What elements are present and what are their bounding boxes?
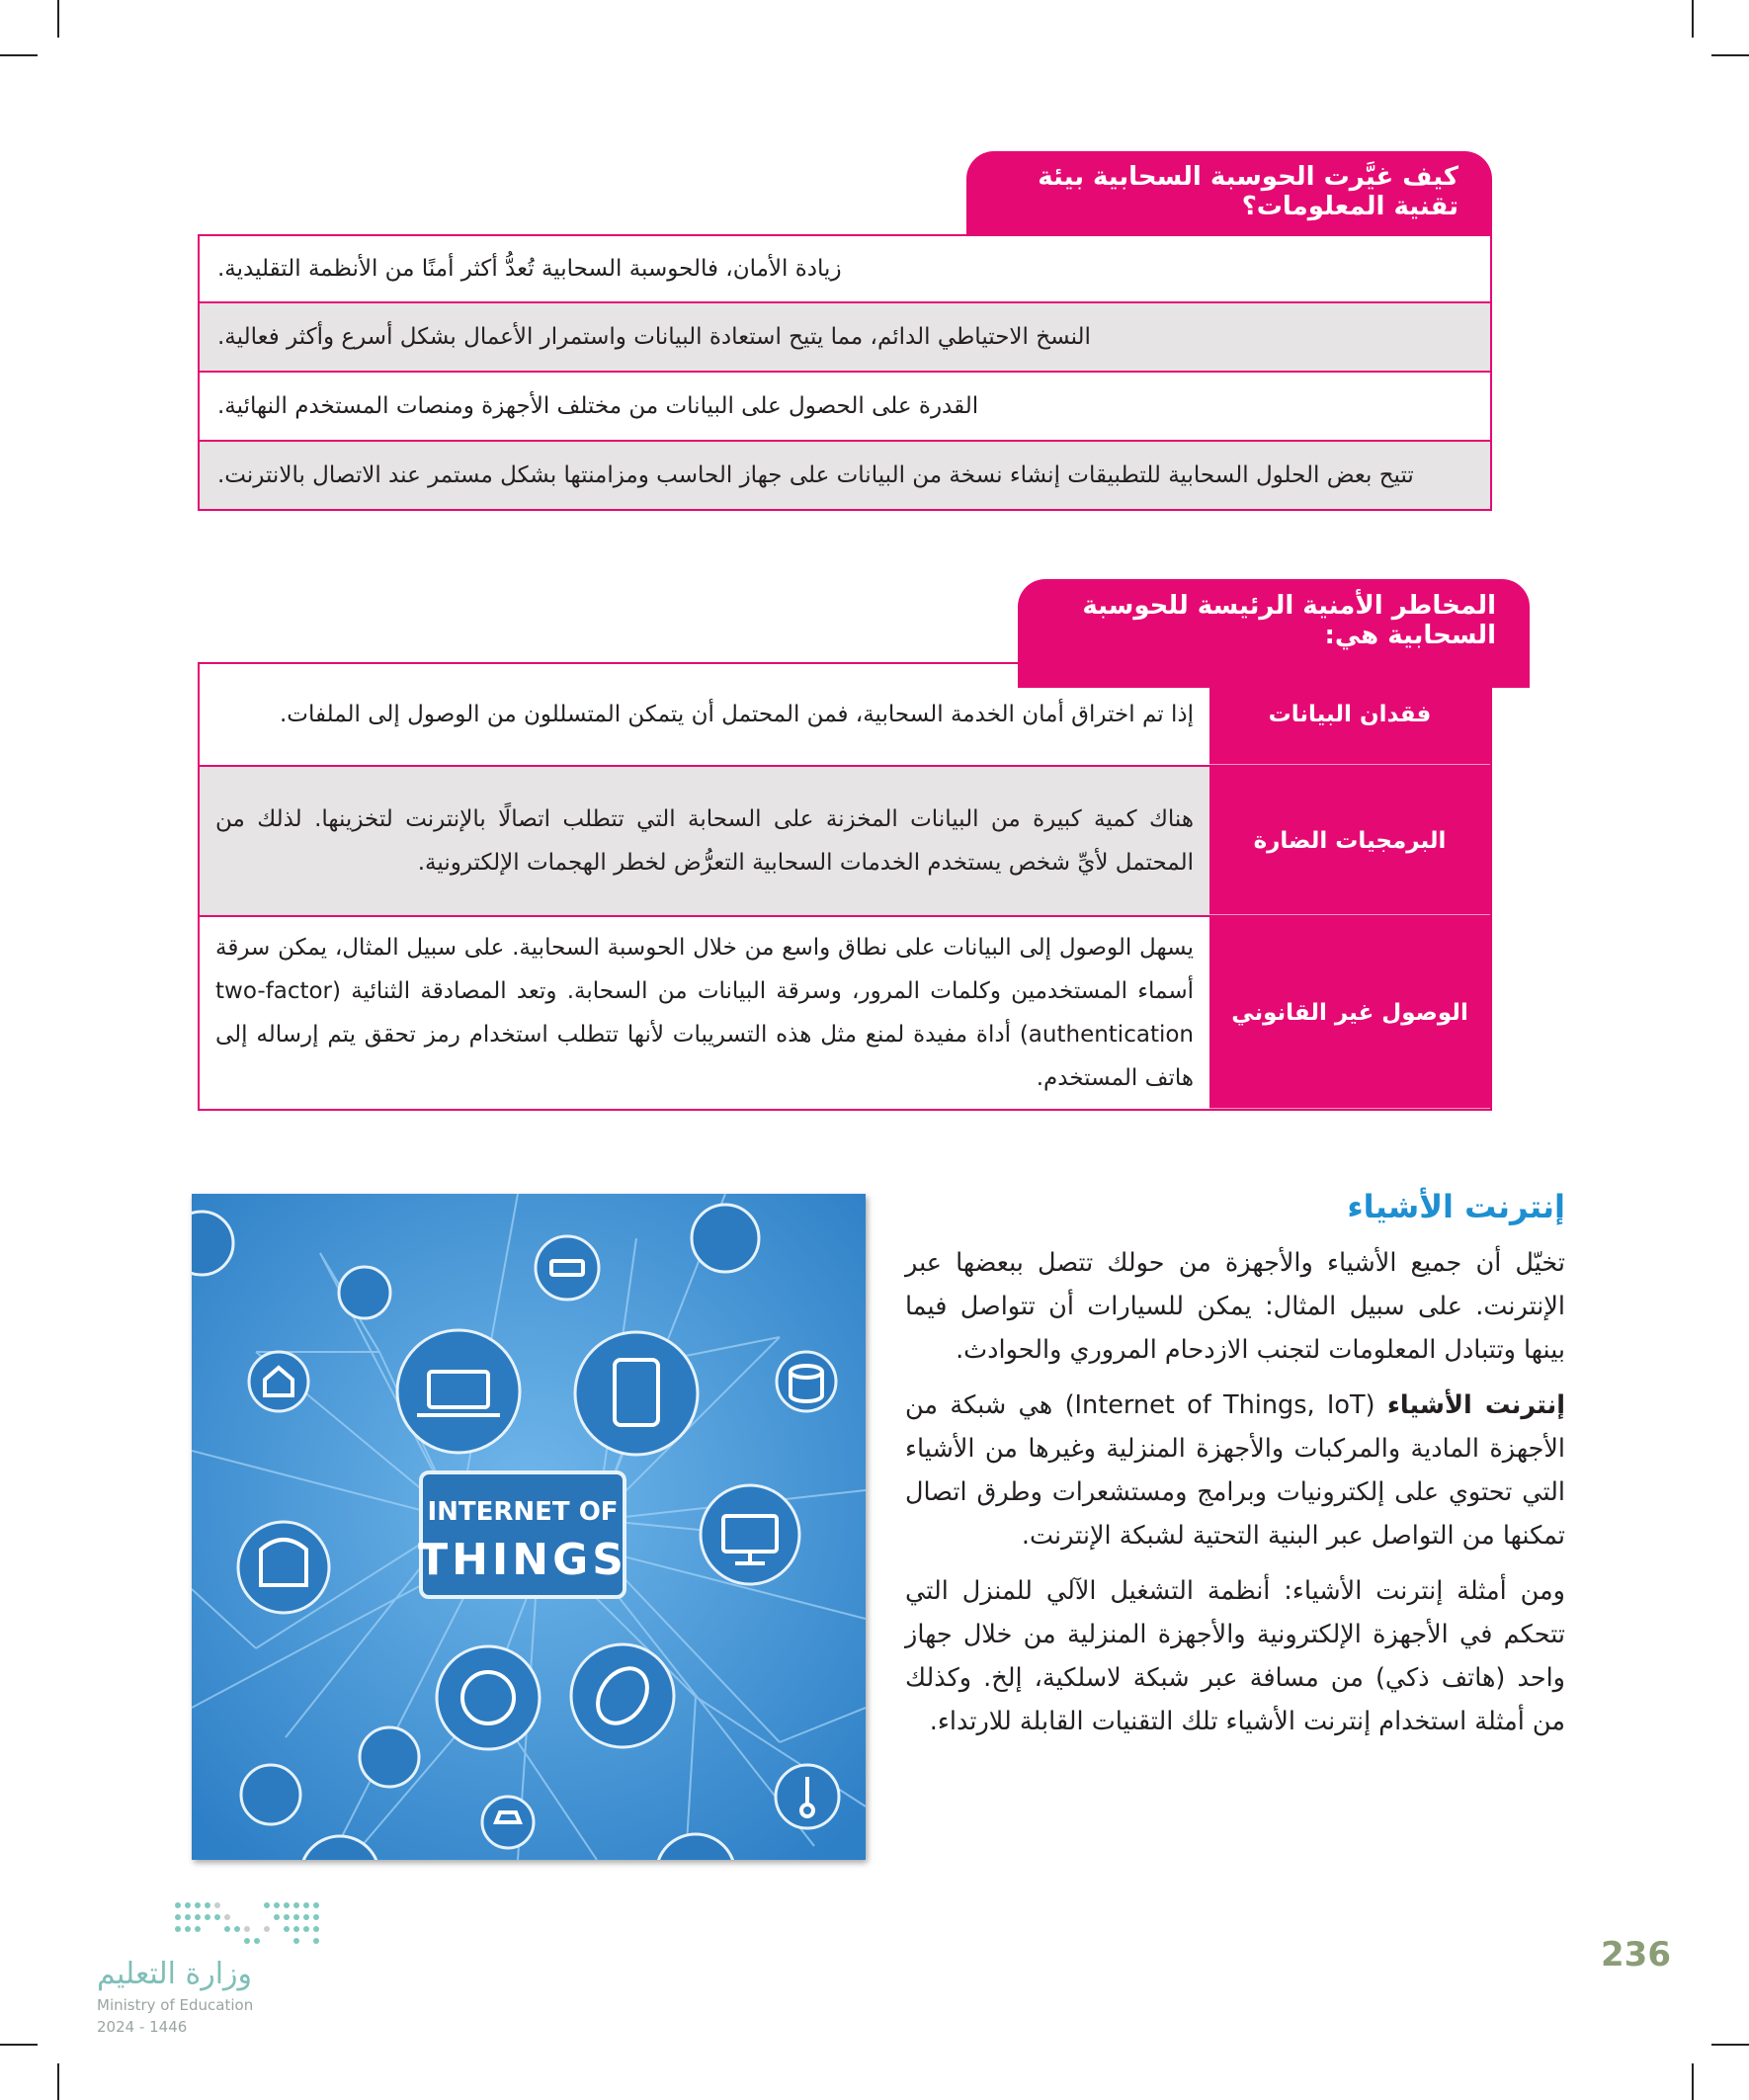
crop-mark [1692,0,1694,38]
table-row [198,917,1492,1111]
ministry-year: 2024 - 1446 [97,2018,188,2036]
vr-headset-icon [238,1522,329,1613]
tablet-icon [575,1332,698,1455]
iot-label-box [418,1472,627,1597]
cloud-changes-list [198,234,1492,511]
risk-label: فقدان البيانات [1209,664,1490,765]
iot-body [905,1241,1565,1755]
risk-label: البرمجيات الضارة [1209,767,1490,915]
crop-mark [1711,2044,1749,2046]
security-risks-title: المخاطر الأمنية الرئيسة للحوسبة السحابية هي: [1082,591,1496,650]
security-risks-table [198,662,1492,1111]
iot-term: إنترنت الأشياء [1386,1390,1565,1420]
cloud-changes-title: كيف غيَّرت الحوسبة السحابية بيئة تقنية المعلومات؟ [1038,162,1458,221]
laptop-icon [397,1330,520,1453]
iot-label-line2: THINGS [418,1535,627,1585]
camera-icon [692,1205,759,1272]
ministry-name-ar: وزارة التعليم [97,1957,253,1991]
crop-mark [1692,2063,1694,2100]
crop-mark [0,2044,38,2046]
watch-icon [437,1646,540,1749]
risk-description: يسهل الوصول إلى البيانات على نطاق واسع من خلال الحوسبة السحابية. على سبيل المثال، يمكن سرقة أسماء المستخدمين وكلمات المرور، وسرقة البيانات من السحابة. وتعد المصادقة الثنائية (two-factor authentication) أداة مفيدة لمنع مثل هذه التسريبات لأنها تتطلب استخدام رمز تحقق يتم إرساله إلى هاتف المستخدم. [215,935,1194,1091]
table-row [198,767,1492,917]
door-icon [339,1267,390,1318]
risk-label: الوصول غير القانوني [1209,917,1490,1109]
monitor-icon [701,1485,799,1584]
risk-description: هناك كمية كبيرة من البيانات المخزنة على السحابة التي تتطلب اتصالًا بالإنترنت لتخزينها. لذلك من المحتمل لأيِّ شخص يستخدم الخدمات السحابية التعرُّض لخطر الهجمات الإلكترونية. [200,767,1209,915]
iot-heading: إنترنت الأشياء [1347,1188,1565,1225]
risk-description: إذا تم اختراق أمان الخدمة السحابية، فمن المحتمل أن يتمكن المتسللون من الوصول إلى الملفات. [280,702,1194,727]
tap-icon [241,1765,300,1824]
list-item: النسخ الاحتياطي الدائم، مما يتيح استعادة البيانات واستمرار الأعمال بشكل أسرع وأكثر فعالية. [198,303,1492,373]
list-item: زيادة الأمان، فالحوسبة السحابية تُعدُّ أكثر أمنًا من الأنظمة التقليدية. [198,234,1492,303]
router-icon [536,1236,599,1300]
crop-mark [0,54,38,56]
crop-mark [57,2063,59,2100]
iot-network-graphic [192,1194,866,1860]
iot-paragraph-1: تخيّل أن جميع الأشياء والأجهزة من حولك تتصل ببعضها عبر الإنترنت. على سبيل المثال: يمكن للسيارات أن تتواصل فيما بينها وتتبادل المعلومات لتجنب الازدحام المروري والحوادث. [905,1248,1565,1365]
iot-illustration [192,1194,866,1860]
ring-icon [571,1644,674,1747]
page-number: 236 [1601,1935,1671,1974]
plug-icon [360,1727,419,1787]
home-icon [249,1352,308,1411]
ministry-name-en: Ministry of Education [97,1996,254,2014]
table-row [198,662,1492,767]
ministry-logo-icon [170,1897,324,1949]
iot-paragraph-2: إنترنت الأشياء (Internet of Things, IoT) هي شبكة من الأجهزة المادية والمركبات والأجهزة المنزلية وغيرها من الأشياء التي تحتوي على إلكترونيات وبرامج ومستشعرات وطرق اتصال تمكنها من التواصل عبر البنية التحتية لشبكة الإنترنت. [905,1390,1565,1551]
list-item: تتيح بعض الحلول السحابية للتطبيقات إنشاء نسخة من البيانات على جهاز الحاسب ومزامنتها بشكل مستمر عند الاتصال بالانترنت. [198,442,1492,511]
list-item: القدرة على الحصول على البيانات من مختلف الأجهزة ومنصات المستخدم النهائية. [198,373,1492,442]
iot-label-line1: INTERNET OF [427,1497,619,1527]
crop-mark [1711,54,1749,56]
iot-paragraph-3: ومن أمثلة إنترنت الأشياء: أنظمة التشغيل الآلي للمنزل التي تتحكم في الأجهزة الإلكترونية والأجهزة المنزلية من خلال جهاز واحد (هاتف ذكي) من مسافة عبر شبكة لاسلكية، إلخ. وكذلك من أمثلة استخدام إنترنت الأشياء تلك التقنيات القابلة للارتداء. [905,1576,1565,1736]
crop-mark [57,0,59,38]
